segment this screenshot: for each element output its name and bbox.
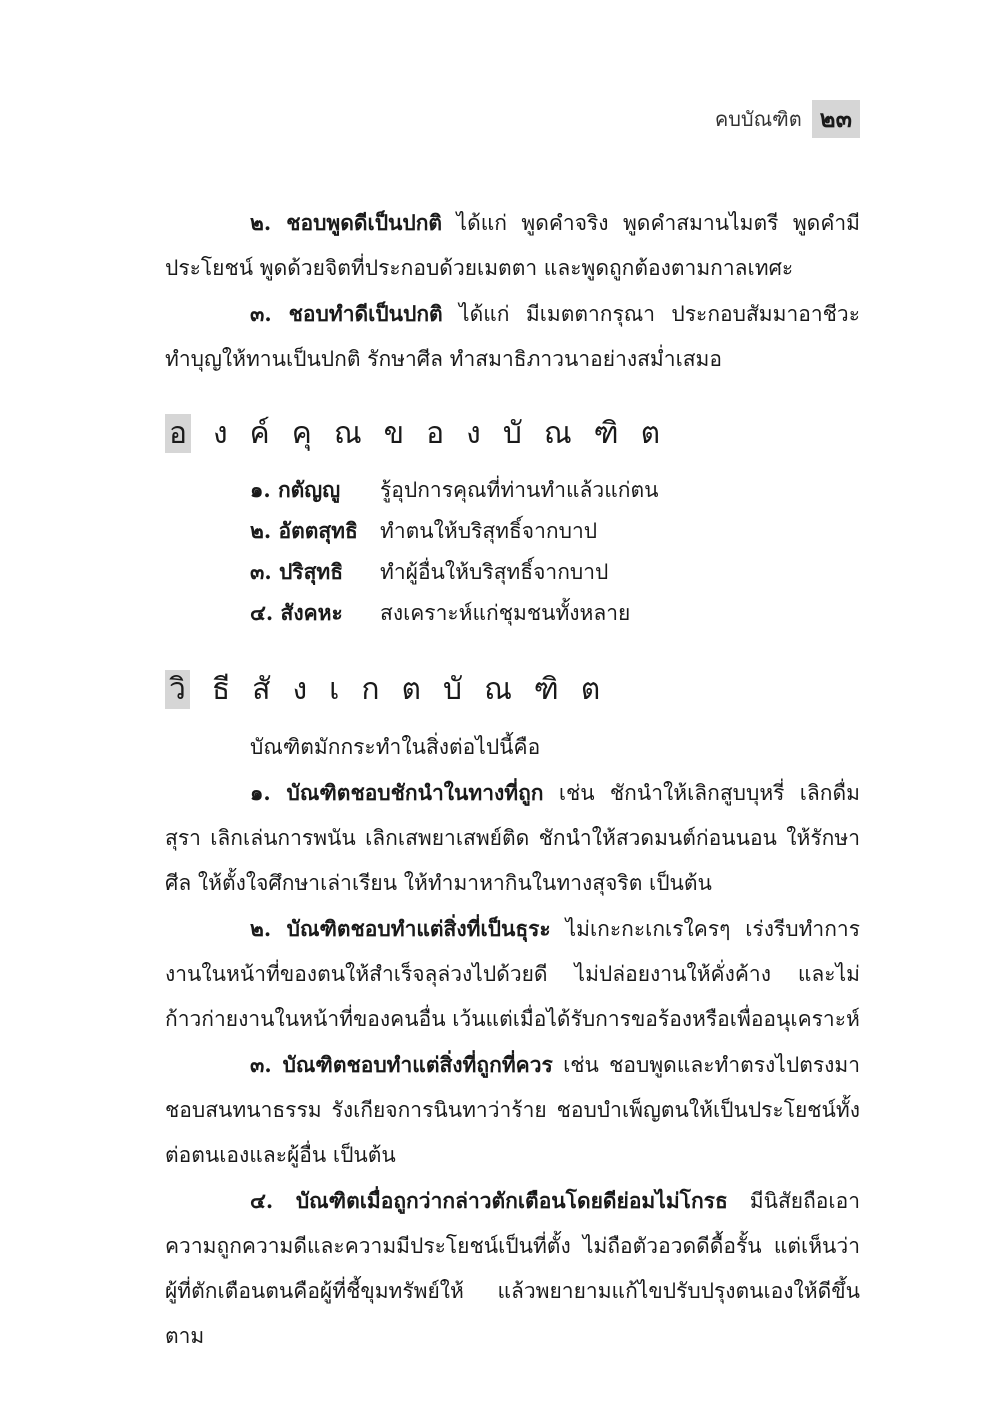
qualities-list [250, 470, 658, 634]
quality-row [250, 552, 658, 593]
header-title: คบบัณฑิต [714, 107, 802, 131]
sign-item-lead: ๔. บัณฑิตเมื่อถูกว่ากล่าวตักเตือนโดยดีย่อมไม่โกรธ [250, 1188, 728, 1213]
sign-item-text: เช่น ชอบพูดและทำตรงไปตรงมา ชอบสนทนาธรรม รังเกียจการนินทาว่าร้าย ชอบบำเพ็ญตนให้เป็นประโยชน์ทั้งต่อตนเองและผู้อื่น เป็นต้น [165, 1053, 860, 1167]
intro-item-lead: ๓. ชอบทำดีเป็นปกติ [250, 301, 443, 326]
running-header [715, 100, 860, 138]
signs-section [165, 725, 860, 1359]
quality-row [250, 470, 658, 511]
sign-item [165, 770, 860, 906]
heading-initial: วิ [165, 670, 190, 709]
sign-item-text: เช่น ชักนำให้เลิกสูบบุหรี่ เลิกดื่มสุรา เลิกเล่นการพนัน เลิกเสพยาเสพย์ติด ชักนำให้สวดมนต์ก่อนนอน ให้รักษาศีล ให้ตั้งใจศึกษาเล่าเรียน ให้ทำมาหากินในทางสุจริต เป็นต้น [165, 781, 860, 895]
quality-desc: ทำผู้อื่นให้บริสุทธิ์จากบาป [380, 560, 609, 584]
quality-row [250, 511, 658, 552]
intro-item-text: ได้แก่ มีเมตตากรุณา ประกอบสัมมาอาชีวะ ทำบุญให้ทานเป็นปกติ รักษาศีล ทำสมาธิภาวนาอย่างสม่ำเสมอ [165, 302, 860, 371]
signs-intro: บัณฑิตมักกระทำในสิ่งต่อไปนี้คือ [250, 735, 541, 759]
sign-item-lead: ๓. บัณฑิตชอบทำแต่สิ่งที่ถูกที่ควร [250, 1052, 553, 1077]
sign-item [165, 1042, 860, 1178]
intro-item [165, 291, 860, 382]
intro-item-lead: ๒. ชอบพูดดีเป็นปกติ [250, 210, 443, 235]
intro-item-text: ได้แก่ พูดคำจริง พูดคำสมานไมตรี พูดคำมีประโยชน์ พูดด้วยจิตที่ประกอบด้วยเมตตา และพูดถูกต้องตามกาลเทศะ [165, 211, 860, 280]
intro-items [165, 200, 860, 382]
heading-rest: งค์คุณของบัณฑิต [213, 416, 683, 451]
quality-term: ๑. กตัญญู [250, 477, 341, 502]
quality-row [250, 593, 658, 634]
heading-initial: อ [165, 414, 191, 453]
sign-item-lead: ๒. บัณฑิตชอบทำแต่สิ่งที่เป็นธุระ [250, 916, 551, 941]
sign-item [165, 1178, 860, 1359]
quality-term: ๒. อัตตสุทธิ [250, 518, 358, 543]
section-heading-qualities [165, 412, 682, 456]
quality-desc: รู้อุปการคุณที่ท่านทำแล้วแก่ตน [380, 478, 659, 502]
section-heading-signs [165, 668, 622, 712]
sign-item-text: ไม่เกะกะเกเรใครๆ เร่งรีบทำการงานในหน้าที่ของตนให้สำเร็จลุล่วงไปด้วยดี ไม่ปล่อยงานให้คั่งค้าง และไม่ก้าวก่ายงานในหน้าที่ของคนอื่น เว้นแต่เมื่อได้รับการขอร้องหรือเพื่ออนุเคราะห์ [165, 917, 860, 1031]
quality-desc: สงเคราะห์แก่ชุมชนทั้งหลาย [380, 601, 631, 625]
intro-item [165, 200, 860, 291]
heading-rest: ธีสังเกตบัณฑิต [211, 672, 623, 707]
sign-item-lead: ๑. บัณฑิตชอบชักนำในทางที่ถูก [250, 780, 544, 805]
page-number: ๒๓ [812, 100, 860, 138]
quality-term: ๔. สังคหะ [250, 600, 343, 625]
quality-term: ๓. ปริสุทธิ [250, 559, 344, 584]
sign-item [165, 906, 860, 1042]
quality-desc: ทำตนให้บริสุทธิ์จากบาป [380, 519, 598, 543]
sign-item-text: มีนิสัยถือเอาความถูกความดีและความมีประโยชน์เป็นที่ตั้ง ไม่ถือตัวอวดดีดื้อรั้น แต่เห็นว่าผู้ที่ตักเตือนตนคือผู้ที่ชี้ขุมทรัพย์ให้ แล้วพยายามแก้ไขปรับปรุงตนเองให้ดีขึ้นตาม [165, 1189, 860, 1348]
